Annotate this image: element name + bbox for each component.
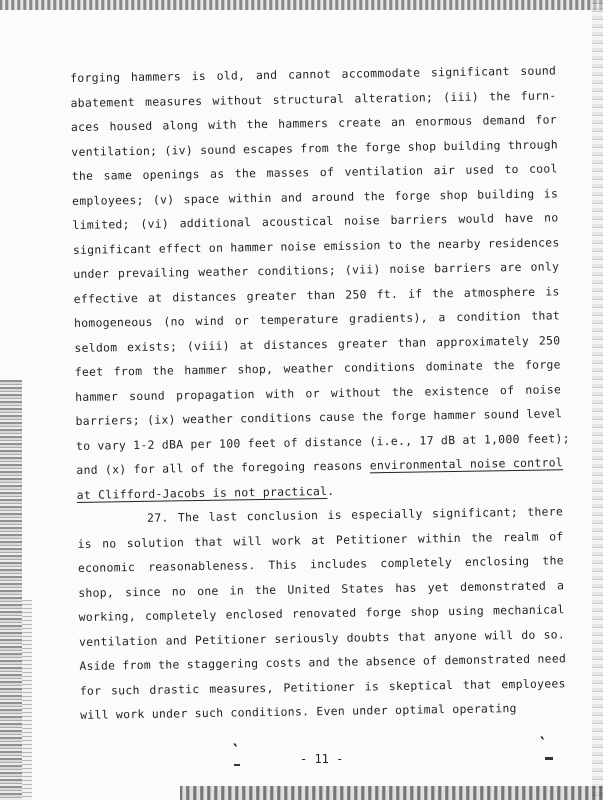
text-line: limited; (vi) additional acoustical noise barriers would have no [72,210,559,232]
underlined-text: environmental noise control [369,455,564,473]
text-line: economic reasonableness. This includes completely enclosing the [77,553,564,575]
text-line: to vary 1-2 dBA per 100 feet of distance (i.e., 17 dB at 1,000 feet); [75,430,570,453]
text-line: barriers; (ix) weather conditions cause the forge hammer sound level [75,406,563,428]
underlined-text: at Clifford-Jacobs is not practical [76,483,328,502]
scan-speck-left [234,764,240,766]
text-fragment: and (x) for all of the foregoing reasons [76,458,370,477]
text-line: ventilation and Petitioner seriously doubts that anyone will do so. [78,626,566,649]
text-line: the same openings as the masses of ventilation air used to cool [71,161,558,183]
scan-edge-bottom [180,786,603,800]
text-line: homogeneous (no wind or temperature gradients), a condition that [73,308,561,330]
text-line: shop, since no one in the United States has yet demonstrated a [78,577,565,600]
text-line: for such drastic measures, Petitioner is skeptical that employees [79,675,566,698]
scan-edge-left-inner [22,600,32,800]
hole-punch-mark-left: ‵ [233,740,238,759]
text-line: abatement measures without structural alteration; (iii) the furn- [70,87,557,110]
hole-punch-mark-right: ‵ [540,733,545,752]
text-line: significant effect on hammer noise emission to the nearby residences [72,234,560,257]
document-body [70,58,570,727]
text-fragment: . [327,483,335,498]
text-line: is no solution that will work at Petitioner within the realm of [77,528,564,551]
scan-edge-left [0,380,22,800]
text-line: will work under such conditions. Even under optimal operating [80,701,517,722]
page-number: - 11 - [300,752,344,766]
text-line: Aside from the staggering costs and the absence of demonstrated need [79,651,567,673]
scan-edge-top [0,0,603,10]
scan-speck-right [545,757,553,760]
text-line: aces housed along with the hammers create an enormous demand for [70,112,558,134]
text-line: effective at distances greater than 250 ft. if the atmosphere is [73,283,560,306]
text-line: feet from the hammer shop, weather conditions dominate the forge [74,357,561,379]
text-line: forging hammers is old, and cannot accommodate significant sound [70,63,557,85]
text-line: working, completely enclosed renovated forge shop using mechanical [78,602,565,624]
text-line: under prevailing weather conditions; (vii) noise barriers are only [73,259,560,281]
text-line: ventilation; (iv) sound escapes from the forge shop building through [71,136,559,159]
paragraph-start-line: 27. The last conclusion is especially significant; there [146,504,564,525]
text-line: employees; (v) space within and around the forge shop building is [72,185,559,208]
scan-edge-right [592,0,603,800]
text-line: hammer sound propagation with or without the existence of noise [75,381,562,404]
text-line: seldom exists; (viii) at distances greater than approximately 250 [74,332,561,355]
